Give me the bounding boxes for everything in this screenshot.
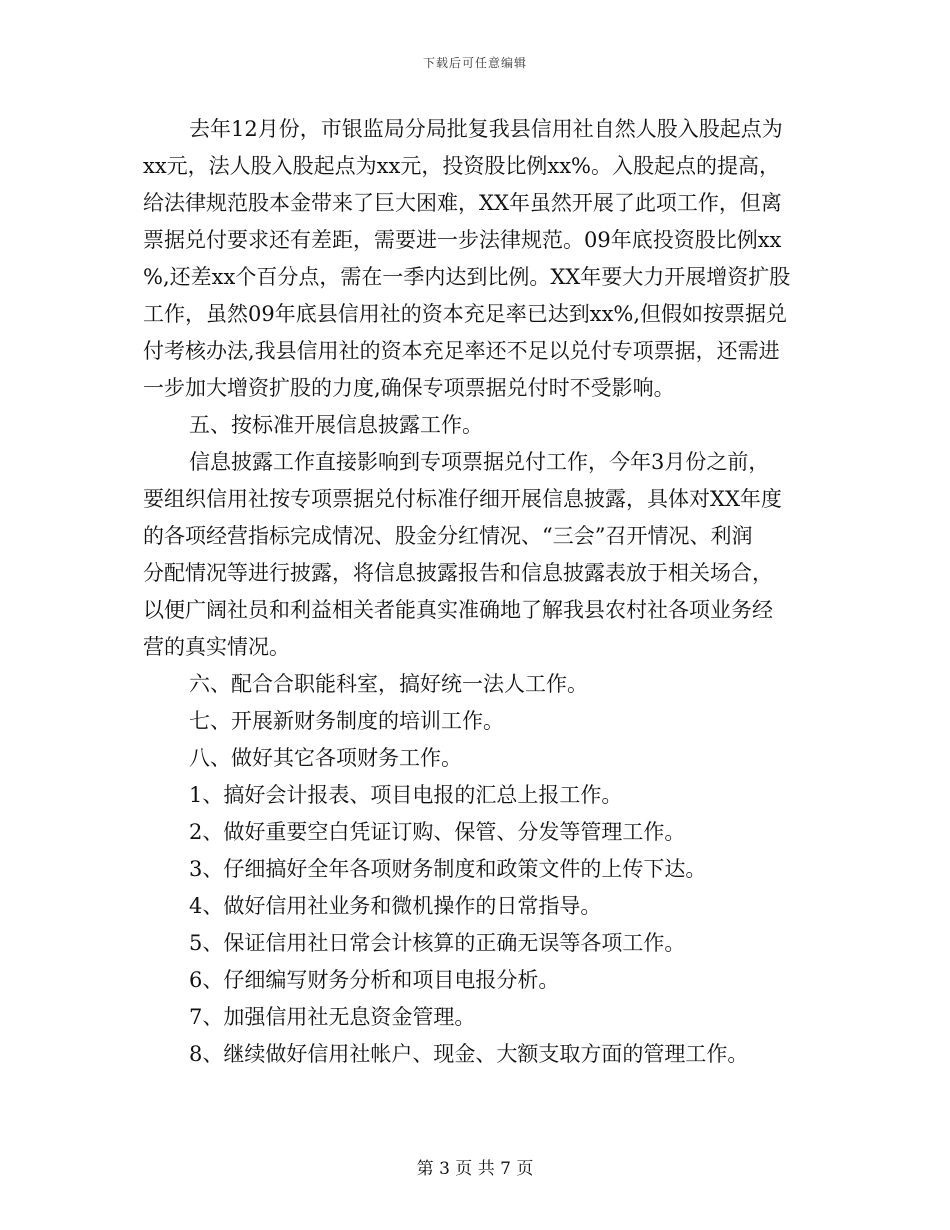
text-line: 分配情况等进行披露，将信息披露报告和信息披露表放于相关场合， — [143, 561, 773, 585]
header-note: 下载后可任意编辑 — [422, 56, 527, 70]
text-line: 营的真实情况。 — [143, 635, 290, 659]
text-line: xx元，法人股入股起点为xx元，投资股比例xx%。入股起点的提高， — [143, 154, 781, 178]
text-line: 2、做好重要空白凭证订购、保管、分发等管理工作。 — [189, 820, 686, 844]
text-line: 六、配合合职能科室，搞好统一法人工作。 — [189, 672, 588, 696]
text-line: 1、搞好会计报表、项目电报的汇总上报工作。 — [189, 783, 623, 807]
text-line: 给法律规范股本金带来了巨大困难，XX年虽然开展了此项工作，但离 — [143, 191, 782, 215]
text-line: 一步加大增资扩股的力度,确保专项票据兑付时不受影响。 — [143, 376, 675, 400]
page-number-footer: 第 3 页 共 7 页 — [416, 1159, 534, 1179]
text-line: 工作，虽然09年底县信用社的资本充足率已达到xx%,但假如按票据兑 — [143, 302, 788, 326]
text-line: %,还差xx个百分点，需在一季内达到比例。XX年要大力开展增资扩股 — [143, 265, 791, 289]
text-line: 七、开展新财务制度的培训工作。 — [189, 709, 504, 733]
text-line: 要组织信用社按专项票据兑付标准仔细开展信息披露，具体对XX年度 — [143, 487, 782, 511]
text-line: 五、按标准开展信息披露工作。 — [189, 413, 483, 437]
text-line: 信息披露工作直接影响到专项票据兑付工作，今年3月份之前， — [189, 450, 770, 474]
text-line: 的各项经营指标完成情况、股金分红情况、“三会”召开情况、利润 — [143, 524, 753, 548]
text-line: 3、仔细搞好全年各项财务制度和政策文件的上传下达。 — [189, 857, 707, 881]
text-line: 票据兑付要求还有差距，需要进一步法律规范。09年底投资股比例xx — [143, 228, 782, 252]
text-line: 八、做好其它各项财务工作。 — [189, 746, 462, 770]
text-line: 7、加强信用社无息资金管理。 — [189, 1005, 476, 1029]
text-line: 以便广阔社员和利益相关者能真实准确地了解我县农村社各项业务经 — [143, 598, 773, 622]
text-line: 4、做好信用社业务和微机操作的日常指导。 — [189, 894, 602, 918]
text-line: 8、继续做好信用社帐户、现金、大额支取方面的管理工作。 — [189, 1042, 749, 1066]
text-line: 5、保证信用社日常会计核算的正确无误等各项工作。 — [189, 931, 686, 955]
document-body — [143, 111, 809, 1073]
text-line: 去年12月份，市银监局分局批复我县信用社自然人股入股起点为 — [189, 117, 783, 141]
text-line: 付考核办法,我县信用社的资本充足率还不足以兑付专项票据，还需进 — [143, 339, 780, 363]
text-line: 6、仔细编写财务分析和项目电报分析。 — [189, 968, 560, 992]
